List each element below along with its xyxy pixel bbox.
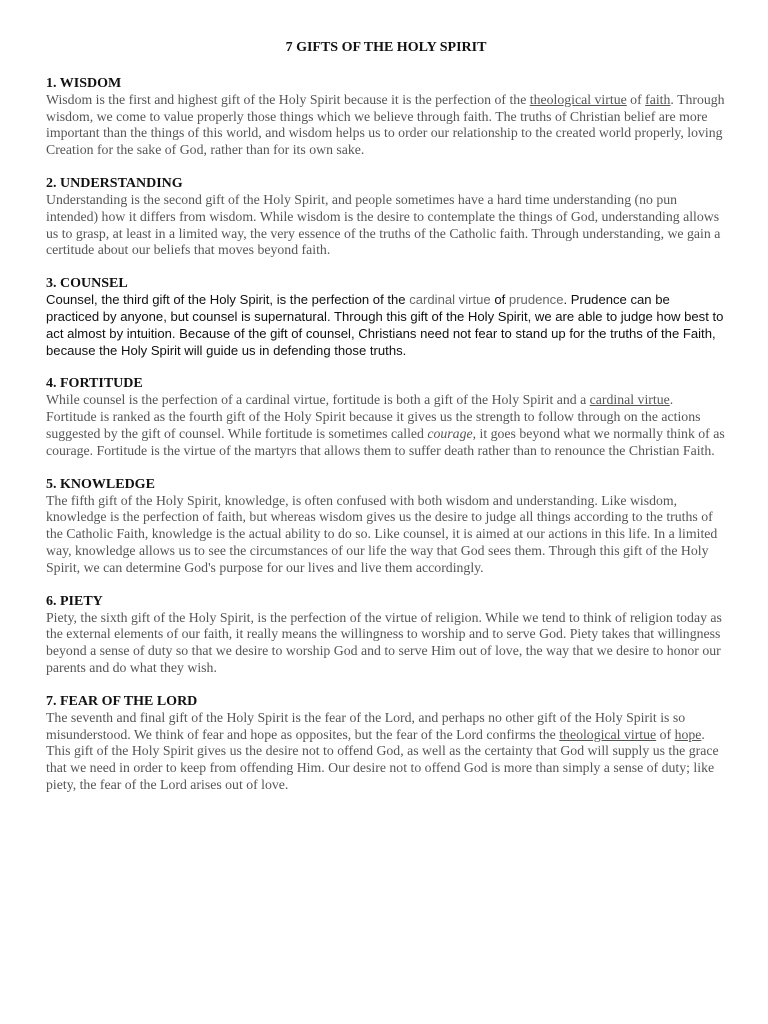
section-fear-of-the-lord (46, 693, 726, 794)
section-paragraph (46, 92, 726, 159)
paragraph-text: of (490, 292, 509, 308)
section-heading: 2. UNDERSTANDING (46, 175, 183, 191)
paragraph-text: . Fortitude is ranked as the fourth gift of the Holy Spirit because it gives us the strength to follow through on the actions suggested by the gift of counsel. While fortitude is sometimes called (46, 392, 701, 441)
paragraph-text: Wisdom is the first and highest gift of the Holy Spirit because it is the perfection of the (46, 91, 530, 107)
paragraph-text: The seventh and final gift of the Holy Spirit is the fear of the Lord, and perhaps no other gift of the Holy Spirit is so misunderstood. We think of fear and hope as opposites, but the fear of the Lord confirms the (46, 709, 686, 742)
paragraph-text: , it goes beyond what we normally think of as courage. Fortitude is the virtue of the martyrs that allows them to suffer death rather than to renounce the Christian Faith. (46, 425, 725, 458)
link-theological-virtue[interactable]: theological virtue (529, 91, 627, 107)
section-paragraph: The fifth gift of the Holy Spirit, knowledge, is often confused with both wisdom and understanding. Like wisdom, knowledge is the perfection of faith, but whereas wisdom gives us the desire to judge all things according to the truths of the Catholic Faith, knowledge is the actual ability to do so. Like counsel, it is aimed at our actions in this life. In a limited way, knowledge allows us to see the circumstances of our life the way that God sees them. Through this gift of the Holy Spirit, we can determine God's purpose for our lives and live them accordingly. (46, 492, 718, 575)
link-theological-virtue[interactable]: theological virtue (559, 726, 657, 742)
section-piety (46, 593, 726, 677)
link-cardinal-virtue[interactable]: cardinal virtue (409, 292, 491, 308)
document-page (46, 40, 726, 810)
link-hope[interactable]: hope (674, 726, 702, 742)
section-paragraph (46, 710, 726, 794)
paragraph-text: Counsel, the third gift of the Holy Spirit, is the perfection of the (46, 292, 410, 308)
section-understanding (46, 175, 726, 259)
link-prudence[interactable]: prudence (508, 292, 564, 308)
emphasis-courage: courage (427, 425, 473, 441)
section-paragraph: Understanding is the second gift of the Holy Spirit, and people sometimes have a hard time understanding (no pun intended) how it differs from wisdom. While wisdom is the desire to contemplate the things of God, understanding allows us to grasp, at least in a limited way, the very essence of the truths of the Catholic faith. Through understanding, we gain a certitude about our beliefs that moves beyond faith. (46, 191, 721, 258)
paragraph-text: of (656, 726, 675, 742)
link-cardinal-virtue[interactable]: cardinal virtue (589, 392, 670, 408)
paragraph-text: of (626, 91, 646, 107)
section-heading: 4. FORTITUDE (46, 376, 143, 392)
section-paragraph: Piety, the sixth gift of the Holy Spirit, is the perfection of the virtue of religion. While we tend to think of religion today as the external elements of our faith, it really means the willingness to worship and to serve God. Piety takes that willingness beyond a sense of duty so that we desire to worship God and to serve Him out of love, the way that we desire to honor our parents and do what they wish. (46, 609, 722, 675)
section-heading: 6. PIETY (46, 593, 103, 609)
paragraph-text: While counsel is the perfection of a cardinal virtue, fortitude is both a gift of the Holy Spirit and a (46, 392, 590, 408)
link-faith[interactable]: faith (645, 91, 671, 107)
section-knowledge (46, 476, 726, 577)
section-paragraph (46, 292, 726, 359)
document-title: 7 GIFTS OF THE HOLY SPIRIT (285, 40, 487, 55)
section-heading: 7. FEAR OF THE LORD (46, 693, 198, 709)
section-heading: 1. WISDOM (46, 75, 122, 91)
paragraph-text: . Through wisdom, we come to value properly those things which we believe through faith. The truths of Christian belief are more important than the things of this world, and wisdom helps us to order our relationship to the created world properly, loving Creation for the sake of God, rather than for its own sake. (46, 91, 725, 158)
section-counsel (46, 275, 726, 359)
section-heading: 5. KNOWLEDGE (46, 476, 155, 492)
section-fortitude (46, 375, 726, 459)
section-paragraph (46, 392, 726, 459)
paragraph-text: . Prudence can be practiced by anyone, but counsel is supernatural. Through this gift of the Holy Spirit, we are able to judge how best to act almost by intuition. Because of the gift of counsel, Christians need not fear to stand up for the truths of the Faith, because the Holy Spirit will guide us in defending those truths. (46, 292, 724, 358)
section-wisdom (46, 75, 726, 159)
section-heading: 3. COUNSEL (46, 276, 128, 292)
paragraph-text: . This gift of the Holy Spirit gives us the desire not to offend God, as well as the certainty that God will supply us the grace that we need in order to keep from offending Him. Our desire not to offend God is more than simply a sense of duty; like piety, the fear of the Lord arises out of love. (46, 726, 719, 792)
